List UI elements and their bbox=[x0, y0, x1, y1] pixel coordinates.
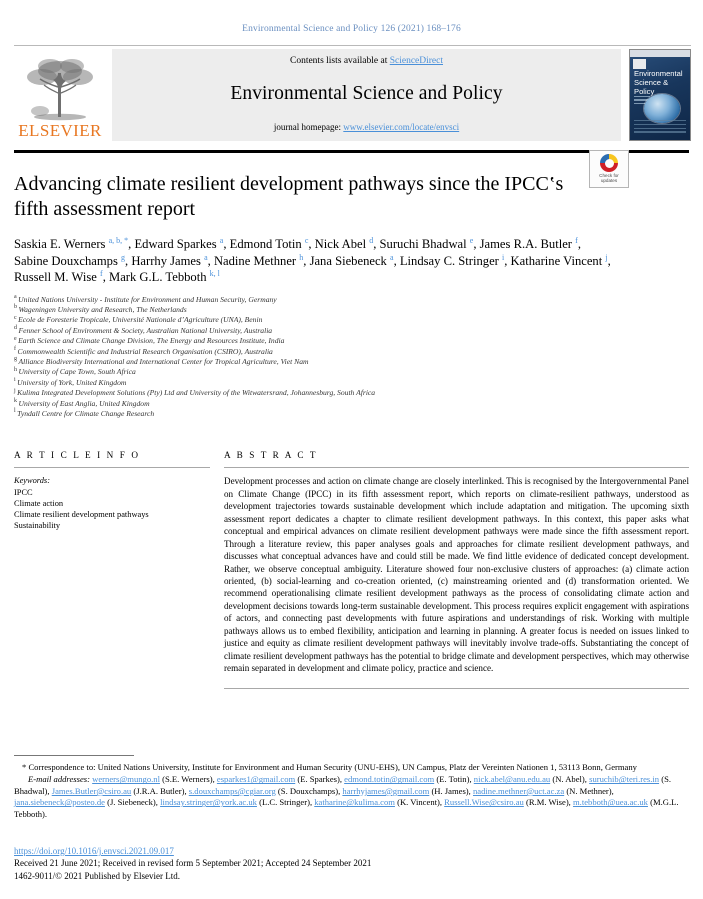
email-author-name: (R.M. Wise), bbox=[523, 797, 571, 808]
email-link[interactable]: s.douxchamps@cgiar.org bbox=[188, 785, 276, 796]
running-head: Environmental Science and Policy 126 (2021) 168–176 bbox=[242, 24, 461, 34]
footnotes-block bbox=[14, 762, 689, 820]
email-author-name: (N. Methner), bbox=[564, 785, 614, 796]
email-link[interactable]: suruchib@teri.res.in bbox=[589, 774, 660, 785]
affiliation-item: $^a$ United Nations University - Institute for Environment and Human Security, Germany bbox=[14, 293, 277, 304]
crossmark-line2: updates bbox=[600, 178, 618, 184]
footnote-divider bbox=[14, 755, 134, 756]
author-list: Saskia E. Werners $^{a, b, *}$, Edward Sparkes $^a$, Edmond Totin $^c$, Nick Abel $^d$, Suruchi Bhadwal $^e$, James R.A. Butler $^f$, Sabine Douxchamps $^g$, Harrhy James $^a$, Nadine Methner $^h$, Jana Siebeneck $^a$, Lindsay C. Stringer $^i$, Katharine Vincent $^j$, Russell M. Wise $^f$, Mark G.L. Tebboth $^{k, l}$ bbox=[14, 235, 611, 284]
crossmark-line1: Check for bbox=[599, 173, 619, 178]
affiliation-item: $^l$ Tyndall Centre for Climate Change Research bbox=[14, 408, 155, 418]
abstract-heading: A B S T R A C T bbox=[224, 450, 318, 461]
email-author-name: (J. Siebeneck), bbox=[104, 797, 158, 808]
affiliation-item: $^k$ University of East Anglia, United Kingdom bbox=[14, 398, 150, 408]
keyword-item: Climate action bbox=[14, 498, 64, 508]
email-author-name: (L.C. Stringer), bbox=[256, 797, 313, 808]
correspondence-note: * Correspondence to: United Nations University, Institute for Environment and Human Security (UNU-EHS), UN Campus, Platz der Vereinten Nationen 1, 53113 Bonn, Germany bbox=[22, 762, 637, 772]
keyword-item: Sustainability bbox=[14, 521, 61, 531]
affiliation-item: $^f$ Commonwealth Scientific and Industrial Research Organisation (CSIRO), Australia bbox=[14, 346, 273, 356]
affiliation-marker: g bbox=[14, 356, 17, 363]
affiliation-list bbox=[14, 295, 689, 420]
keywords-block bbox=[14, 475, 210, 531]
email-link[interactable]: werners@mungo.nl bbox=[92, 774, 160, 785]
affiliation-item: $^e$ Earth Science and Climate Change Division, The Energy and Resources Institute, India bbox=[14, 335, 285, 346]
homepage-prefix: journal homepage: bbox=[273, 122, 344, 132]
email-link[interactable]: nadine.methner@uct.ac.za bbox=[472, 785, 565, 796]
email-link[interactable]: nick.abel@anu.edu.au bbox=[473, 774, 551, 785]
cover-title: Environmental Science & Policy bbox=[634, 69, 683, 96]
affiliation-item: $^i$ University of York, United Kingdom bbox=[14, 377, 127, 387]
email-author-name: (S. Douxchamps), bbox=[275, 785, 341, 796]
email-link[interactable]: lindsay.stringer@york.ac.uk bbox=[160, 797, 257, 808]
masthead-divider bbox=[14, 150, 689, 153]
elsevier-wordmark: ELSEVIER bbox=[18, 121, 102, 140]
cover-elsevier-logo bbox=[633, 59, 646, 69]
email-link[interactable]: James.Butler@csiro.au bbox=[51, 785, 132, 796]
email-list bbox=[14, 774, 679, 818]
cover-footer-lines bbox=[634, 120, 686, 135]
email-link[interactable]: m.tebboth@uea.ac.uk bbox=[572, 797, 648, 808]
affiliation-marker: j bbox=[14, 387, 16, 394]
info-abstract-row bbox=[14, 450, 689, 688]
affiliation-marker: b bbox=[14, 304, 17, 311]
affiliation-marker: a bbox=[14, 293, 17, 300]
article-info-rule bbox=[14, 467, 210, 468]
title-block bbox=[14, 172, 689, 222]
email-author-name: (H. James), bbox=[429, 785, 471, 796]
article-info-column bbox=[14, 450, 210, 531]
email-link[interactable]: jana.siebeneck@posteo.de bbox=[14, 797, 105, 808]
email-addresses-note bbox=[14, 774, 689, 820]
abstract-text: Development processes and action on climate change are closely interlinked. This is recognised by the Intergovernmental Panel on Climate Change (IPCC) in its fifth assessment report, which reports on climate-resilient pathways, understood as development trajectories towards sustainable development which include adaptation and mitigation. The upcoming sixth assessment report dedicates a chapter to climate resilient development pathways. In this context, this paper asks what conceptual and empirical advances on climate resilient development pathways were made since the fifth assessment report. Through a literature review, this paper analyses goals and approaches for climate resilient development pathways, and discusses what conceptual advances have and could still be made. We find little evidence of dedicated concept development. Rather, we observe conceptual ambiguity. Literature showed four non-exclusive clusters of approaches: (a) climate action oriented, (b) social-learning and co-creation oriented, (c) mainstreaming oriented and (d) transformation oriented. We recommend operationalising climate resilient development pathways as the process of consolidating climate action and development decisions towards long-term sustainable development. This process requires explicit engagement with aspirations of actors, and connecting past developments with future aspirations and understandings of risk. Working with multiple pathways allows us to embed flexibility, anticipation and learning in planning. A greater focus is needed on issues linked to justice and equity as climate resilient development pathways will inevitably involve trade-offs. Substantiating the concept of climate resilient development pathways has the potential to bridge climate and development perspectives, which may otherwise remain separated in development and climate policy, practice and science. bbox=[224, 476, 689, 674]
affiliation-item: $^c$ Ecole de Foresterie Tropicale, Université Nationale d’Agriculture (UNA), Benin bbox=[14, 314, 263, 325]
email-author-name: (J.R.A. Butler), bbox=[131, 785, 187, 796]
journal-cover-thumbnail bbox=[629, 49, 691, 141]
email-author-name: (S.E. Werners), bbox=[159, 774, 215, 785]
affiliation-marker: c bbox=[14, 314, 17, 321]
crossmark-badge[interactable] bbox=[589, 150, 629, 188]
email-link[interactable]: edmond.totin@gmail.com bbox=[344, 774, 435, 785]
abstract-top-rule bbox=[224, 467, 689, 468]
affiliation-marker: l bbox=[14, 408, 16, 415]
email-author-name: (N. Abel), bbox=[550, 774, 587, 785]
contents-prefix: Contents lists available at bbox=[289, 56, 390, 66]
affiliation-marker: e bbox=[14, 335, 17, 342]
page-title: Advancing climate resilient development pathways since the IPCC‛s fifth assessment report bbox=[14, 173, 564, 220]
abstract-bottom-rule bbox=[224, 688, 689, 689]
doi-link[interactable]: https://doi.org/10.1016/j.envsci.2021.09.017 bbox=[14, 846, 174, 856]
elsevier-tree-icon bbox=[20, 55, 100, 121]
affiliation-marker: k bbox=[14, 398, 17, 405]
cover-topbar bbox=[630, 50, 690, 57]
cover-globe-icon bbox=[644, 94, 680, 123]
email-label: E-mail addresses: bbox=[28, 774, 90, 785]
masthead-center bbox=[112, 49, 621, 141]
keyword-item: IPCC bbox=[14, 487, 33, 497]
publication-block bbox=[14, 845, 371, 882]
journal-name: Environmental Science and Policy bbox=[230, 83, 503, 104]
keywords-label: Keywords: bbox=[14, 476, 50, 486]
email-author-name: (E. Sparkes), bbox=[295, 774, 342, 785]
affiliation-item: $^h$ University of Cape Town, South Africa bbox=[14, 366, 136, 377]
email-author-name: (M.G.L. Tebboth). bbox=[14, 797, 679, 819]
affiliation-marker: i bbox=[14, 377, 16, 384]
affiliation-marker: h bbox=[14, 366, 17, 373]
email-link[interactable]: katharine@kulima.com bbox=[314, 797, 395, 808]
publication-dates: Received 21 June 2021; Received in revised form 5 September 2021; Accepted 24 September 2021 bbox=[14, 858, 372, 869]
abstract-column bbox=[224, 450, 689, 688]
affiliation-marker: d bbox=[14, 325, 17, 332]
crossmark-label bbox=[590, 173, 628, 184]
keyword-item: Climate resilient development pathways bbox=[14, 509, 149, 519]
sciencedirect-link[interactable]: ScienceDirect bbox=[389, 56, 443, 66]
journal-homepage-link[interactable]: www.elsevier.com/locate/envsci bbox=[343, 122, 460, 132]
affiliation-item: $^j$ Kulima Integrated Development Solutions (Pty) Ltd and University of the Witwatersrand, Johannesburg, South Africa bbox=[14, 387, 376, 398]
email-author-name: (S. Bhadwal), bbox=[14, 774, 672, 796]
affiliation-marker: f bbox=[14, 346, 16, 352]
contents-line bbox=[290, 56, 443, 66]
email-author-name: (K. Vincent), bbox=[394, 797, 443, 808]
email-author-name: (E. Totin), bbox=[434, 774, 472, 785]
journal-masthead bbox=[14, 45, 691, 141]
homepage-line bbox=[274, 122, 459, 132]
keywords-items bbox=[14, 487, 210, 532]
email-link[interactable]: harrhyjames@gmail.com bbox=[342, 785, 430, 796]
crossmark-ring-icon bbox=[600, 154, 618, 172]
article-info-heading: A R T I C L E I N F O bbox=[14, 450, 141, 461]
affiliation-item: $^b$ Wageningen University and Research, The Netherlands bbox=[14, 304, 187, 314]
copyright-line: 1462-9011/© 2021 Published by Elsevier Ltd. bbox=[14, 870, 180, 881]
elsevier-logo bbox=[14, 49, 106, 141]
affiliation-item: $^g$ Alliance Biodiversity International and International Center for Tropical Agriculture, Viet Nam bbox=[14, 356, 309, 366]
affiliation-item: $^d$ Fenner School of Environment & Society, Australian National University, Australia bbox=[14, 325, 273, 335]
email-link[interactable]: esparkes1@gmail.com bbox=[216, 774, 296, 785]
email-link[interactable]: Russell.Wise@csiro.au bbox=[444, 797, 524, 808]
